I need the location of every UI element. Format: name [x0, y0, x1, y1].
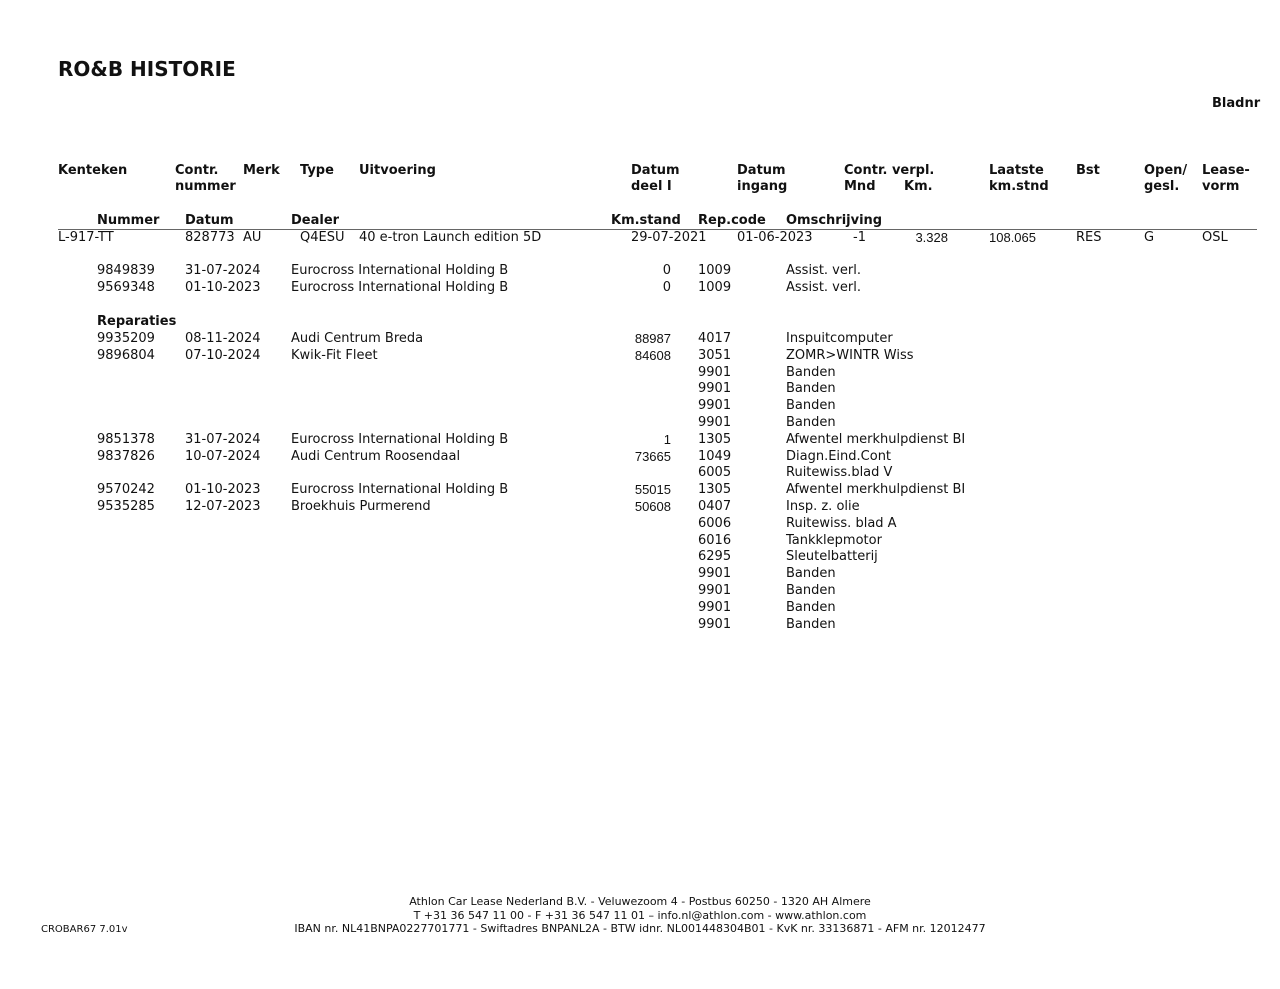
vehicle-uitvoering: 40 e-tron Launch edition 5D [359, 230, 542, 245]
row-omschrijving: Banden [786, 365, 836, 380]
row-nummer: 9569348 [97, 280, 155, 295]
row-omschrijving: Inspuitcomputer [786, 331, 893, 346]
row-nummer: 9851378 [97, 432, 155, 447]
row-repcode: 9901 [698, 398, 732, 413]
row-datum: 01-10-2023 [185, 482, 261, 497]
row-kmstand: 73665 [634, 449, 671, 464]
row-repcode: 9901 [698, 415, 732, 430]
footer-contact: T +31 36 547 11 00 - F +31 36 547 11 01 – info.nl@athlon.com - www.athlon.com [413, 909, 867, 922]
row-dealer: Kwik-Fit Fleet [291, 348, 378, 363]
form-code: CROBAR67 7.01v [41, 924, 128, 935]
row-kmstand: 1 [663, 432, 671, 447]
row-omschrijving: Banden [786, 617, 836, 632]
subheader-nummer: Nummer [97, 213, 160, 228]
row-repcode: 6295 [698, 549, 732, 564]
row-omschrijving: ZOMR>WINTR Wiss [786, 348, 914, 363]
header-mnd: Mnd [844, 179, 876, 194]
row-omschrijving: Afwentel merkhulpdienst BI [786, 432, 966, 447]
row-omschrijving: Tankklepmotor [786, 533, 882, 548]
header-laatste-2: km.stnd [989, 179, 1049, 194]
header-datum-ingang-2: ingang [737, 179, 788, 194]
vehicle-datum-ingang: 01-06-2023 [737, 230, 813, 245]
vehicle-merk: AU [243, 230, 262, 245]
vehicle-datum-deel1: 29-07-2021 [631, 230, 707, 245]
row-repcode: 9901 [698, 600, 732, 615]
vehicle-laatste-km: 108.065 [989, 230, 1036, 245]
header-bst: Bst [1076, 163, 1100, 178]
row-nummer: 9535285 [97, 499, 155, 514]
row-repcode: 1305 [698, 482, 732, 497]
header-open-2: gesl. [1144, 179, 1180, 194]
row-omschrijving: Banden [786, 566, 836, 581]
row-dealer: Eurocross International Holding B [291, 280, 509, 295]
header-open: Open/ [1144, 163, 1188, 178]
subheader-kmstand: Km.stand [611, 213, 681, 228]
footer-address: Athlon Car Lease Nederland B.V. - Veluwezoom 4 - Postbus 60250 - 1320 AH Almere [409, 895, 871, 908]
header-kenteken: Kenteken [58, 163, 128, 178]
row-dealer: Eurocross International Holding B [291, 482, 509, 497]
header-km: Km. [904, 179, 933, 194]
row-kmstand: 55015 [634, 482, 671, 497]
row-dealer: Audi Centrum Roosendaal [291, 449, 461, 464]
subheader-dealer: Dealer [291, 213, 340, 228]
row-omschrijving: Insp. z. olie [786, 499, 860, 514]
row-repcode: 0407 [698, 499, 732, 514]
header-datum-deel1-2: deel I [631, 179, 672, 194]
header-merk: Merk [243, 163, 280, 178]
vehicle-lease-vorm: OSL [1202, 230, 1228, 245]
row-nummer: 9935209 [97, 331, 155, 346]
row-kmstand: 0 [662, 263, 671, 278]
header-uitvoering: Uitvoering [359, 163, 436, 178]
row-kmstand: 88987 [634, 331, 671, 346]
row-omschrijving: Ruitewiss. blad A [786, 516, 897, 531]
row-dealer: Eurocross International Holding B [291, 432, 509, 447]
header-contract: Contr. [175, 163, 219, 178]
row-repcode: 4017 [698, 331, 732, 346]
row-dealer: Eurocross International Holding B [291, 263, 509, 278]
row-omschrijving: Banden [786, 415, 836, 430]
row-repcode: 9901 [698, 617, 732, 632]
subheader-datum: Datum [185, 213, 234, 228]
row-repcode: 6016 [698, 533, 732, 548]
row-repcode: 6005 [698, 465, 732, 480]
header-laatste: Laatste [989, 163, 1044, 178]
row-nummer: 9849839 [97, 263, 155, 278]
row-datum: 12-07-2023 [185, 499, 261, 514]
row-datum: 31-07-2024 [185, 263, 261, 278]
row-datum: 10-07-2024 [185, 449, 261, 464]
footer-registration: IBAN nr. NL41BNPA0227701771 - Swiftadres BNPANL2A - BTW idnr. NL001448304B01 - KvK nr. 33136871 - AFM nr. 12012477 [294, 922, 986, 935]
header-contr-verpl: Contr. verpl. [844, 163, 935, 178]
row-kmstand: 0 [662, 280, 671, 295]
row-omschrijving: Banden [786, 381, 836, 396]
vehicle-contract: 828773 [185, 230, 235, 245]
vehicle-open-gesl: G [1144, 230, 1155, 245]
row-omschrijving: Diagn.Eind.Cont [786, 449, 892, 464]
header-type: Type [300, 163, 334, 178]
row-omschrijving: Banden [786, 398, 836, 413]
vehicle-km: 3.328 [915, 230, 948, 245]
row-omschrijving: Banden [786, 600, 836, 615]
row-nummer: 9570242 [97, 482, 155, 497]
page-number-label: Bladnr [1212, 96, 1261, 111]
row-omschrijving: Sleutelbatterij [786, 549, 878, 564]
row-repcode: 9901 [698, 566, 732, 581]
row-repcode: 1305 [698, 432, 732, 447]
row-omschrijving: Ruitewiss.blad V [786, 465, 893, 480]
row-omschrijving: Banden [786, 583, 836, 598]
page-title: RO&B HISTORIE [58, 57, 236, 81]
header-lease: Lease- [1202, 163, 1250, 178]
row-repcode: 3051 [698, 348, 732, 363]
row-omschrijving: Assist. verl. [786, 280, 861, 295]
row-datum: 08-11-2024 [185, 331, 261, 346]
vehicle-type: Q4ESU [300, 230, 345, 245]
vehicle-mnd: -1 [853, 230, 866, 245]
row-omschrijving: Afwentel merkhulpdienst BI [786, 482, 966, 497]
row-datum: 07-10-2024 [185, 348, 261, 363]
row-repcode: 1009 [698, 280, 732, 295]
row-repcode: 1009 [698, 263, 732, 278]
subheader-omschrijving: Omschrijving [786, 213, 883, 228]
row-repcode: 9901 [698, 583, 732, 598]
header-datum-deel1: Datum [631, 163, 680, 178]
header-lease-2: vorm [1202, 179, 1240, 194]
vehicle-bst: RES [1076, 230, 1102, 245]
row-datum: 01-10-2023 [185, 280, 261, 295]
header-contract-2: nummer [175, 179, 236, 194]
row-repcode: 6006 [698, 516, 732, 531]
row-kmstand: 50608 [634, 499, 671, 514]
row-nummer: 9837826 [97, 449, 155, 464]
subheader-repcode: Rep.code [698, 213, 766, 228]
reparaties-heading: Reparaties [97, 314, 177, 329]
row-dealer: Broekhuis Purmerend [291, 499, 431, 514]
row-omschrijving: Assist. verl. [786, 263, 861, 278]
row-repcode: 9901 [698, 365, 732, 380]
header-datum-ingang: Datum [737, 163, 786, 178]
row-kmstand: 84608 [634, 348, 671, 363]
row-dealer: Audi Centrum Breda [291, 331, 424, 346]
vehicle-kenteken: L-917-TT [58, 230, 114, 245]
row-repcode: 1049 [698, 449, 732, 464]
row-nummer: 9896804 [97, 348, 155, 363]
row-datum: 31-07-2024 [185, 432, 261, 447]
row-repcode: 9901 [698, 381, 732, 396]
